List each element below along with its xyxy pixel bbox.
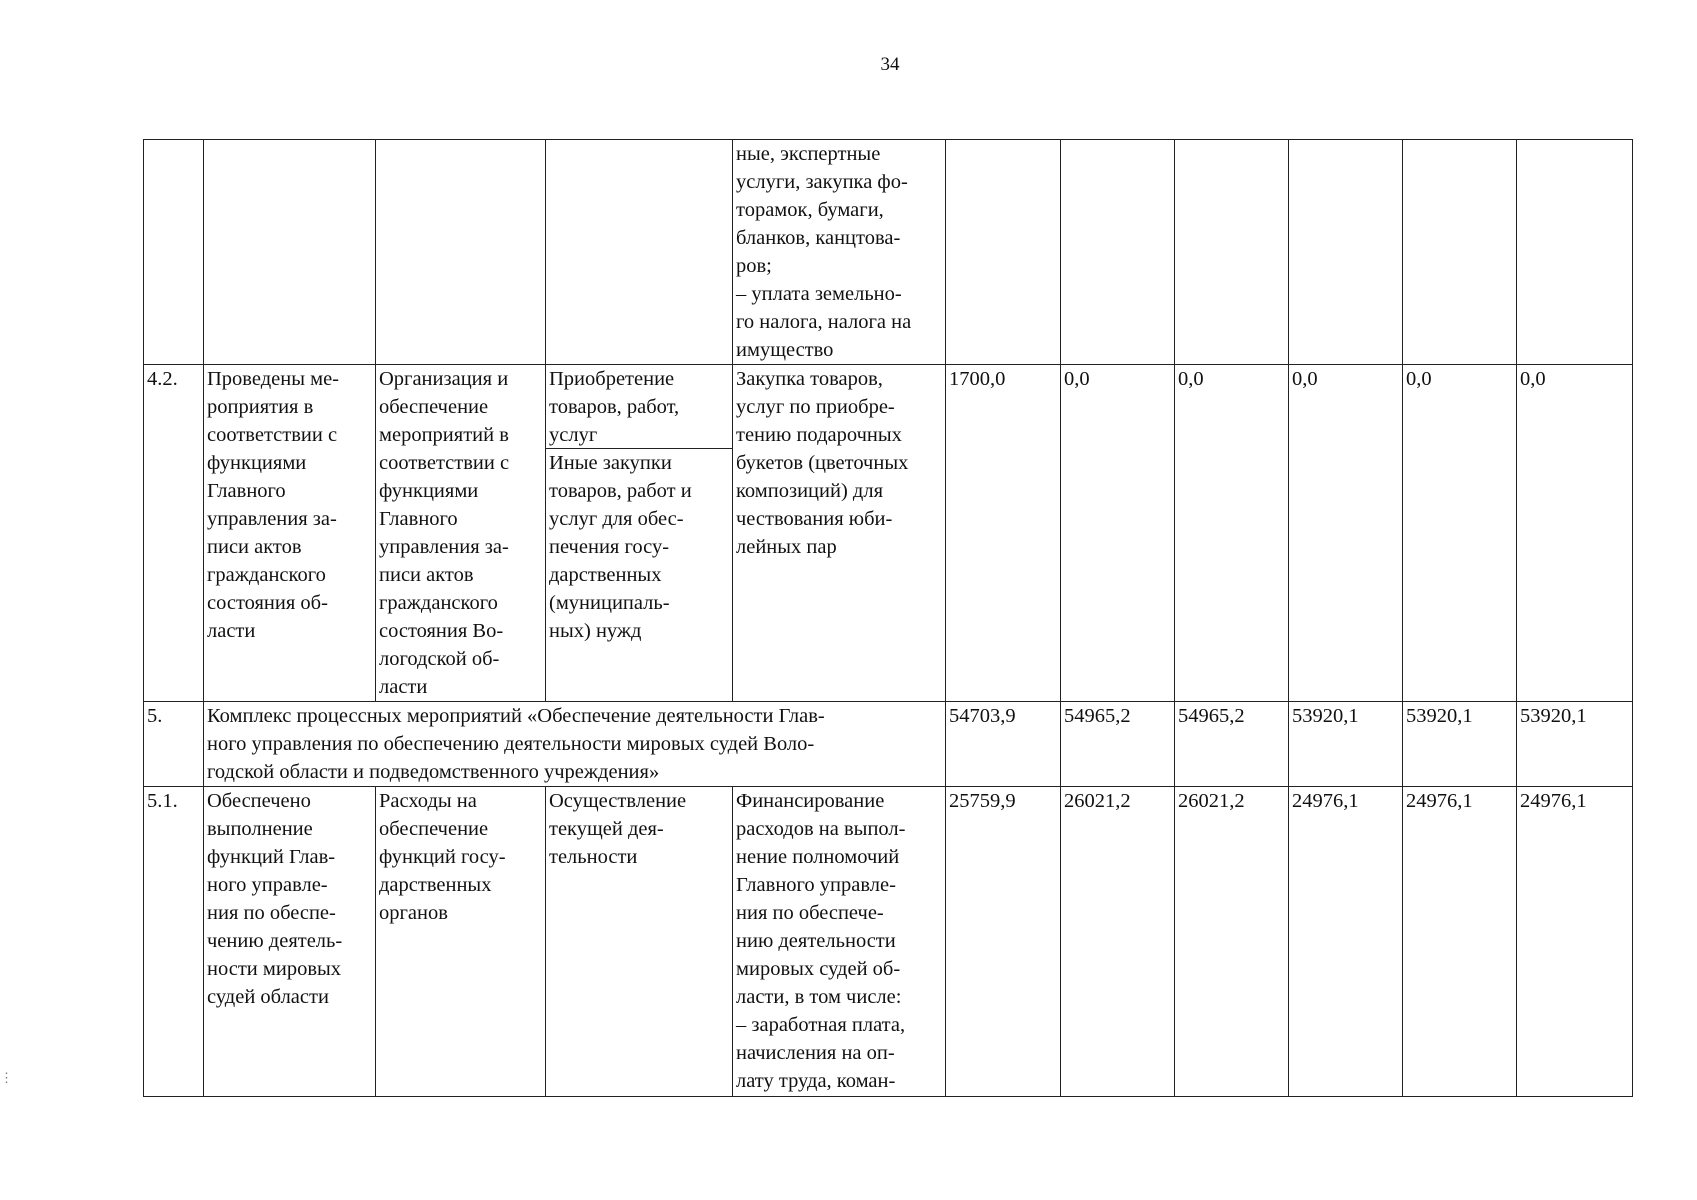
cell-direction xyxy=(376,140,546,365)
cell-expense-type xyxy=(546,140,733,365)
text-line: ного управле- xyxy=(207,874,328,896)
text-line: Закупка товаров, xyxy=(736,368,883,390)
text-line: состояния об- xyxy=(207,592,328,614)
text-line: ния по обеспече- xyxy=(736,902,884,924)
text-line: функций Глав- xyxy=(207,846,336,868)
text-line: функций госу- xyxy=(379,846,506,868)
page-number: 34 xyxy=(880,54,900,75)
text-line: тельности xyxy=(549,846,638,868)
text-line: Главного xyxy=(379,508,458,530)
cell-value: 25759,9 xyxy=(946,787,1061,1097)
cell-direction xyxy=(376,365,546,702)
cell-value: 24976,1 xyxy=(1289,787,1403,1097)
text-line: мировых судей об- xyxy=(736,958,901,980)
table-row-4-2 xyxy=(144,365,1633,702)
text-line: бланков, канцтова- xyxy=(736,227,901,249)
budget-table xyxy=(143,139,1633,1097)
text-line: управления за- xyxy=(207,508,337,530)
cell-expense-type xyxy=(546,787,733,1097)
text-line: состояния Во- xyxy=(379,620,504,642)
text-line: ласти xyxy=(379,676,428,698)
text-line: услуг по приобре- xyxy=(736,396,895,418)
cell-section-title xyxy=(204,702,946,787)
cell-value: 0,0 xyxy=(1289,365,1403,702)
text-line: товаров, работ, xyxy=(549,396,680,418)
text-line: дарственных xyxy=(379,874,492,896)
text-line: годской области и подведомственного учреждения» xyxy=(207,761,660,783)
text-line: Проведены ме- xyxy=(207,368,339,390)
cell-value: 53920,1 xyxy=(1289,702,1403,787)
cell-value xyxy=(1061,140,1175,365)
text-line: торамок, бумаги, xyxy=(736,199,884,221)
margin-mark: ⋮ xyxy=(0,1070,13,1085)
text-line: ности мировых xyxy=(207,958,342,980)
cell-result xyxy=(204,365,376,702)
cell-value: 0,0 xyxy=(1175,365,1289,702)
text-line: органов xyxy=(379,902,448,924)
cell-num: 5. xyxy=(144,702,204,787)
cell-result xyxy=(204,140,376,365)
text-line: го налога, налога на xyxy=(736,311,912,333)
cell-num xyxy=(144,140,204,365)
cell-value: 54965,2 xyxy=(1061,702,1175,787)
text-line: чествования юби- xyxy=(736,508,893,530)
cell-value: 26021,2 xyxy=(1175,787,1289,1097)
text-line: функциями xyxy=(379,480,479,502)
cell-value: 54703,9 xyxy=(946,702,1061,787)
text-line: – заработная плата, xyxy=(736,1014,906,1036)
text-line: писи актов xyxy=(379,564,474,586)
text-line: лейных пар xyxy=(736,536,837,558)
cell-value xyxy=(1289,140,1403,365)
text-line: обеспечение xyxy=(379,818,489,840)
cell-value: 0,0 xyxy=(1517,365,1633,702)
expense-type-top xyxy=(546,365,732,449)
cell-num: 5.1. xyxy=(144,787,204,1097)
text-line: соответствии с xyxy=(207,424,338,446)
text-line: ного управления по обеспечению деятельности мировых судей Воло- xyxy=(207,733,815,755)
cell-value: 26021,2 xyxy=(1061,787,1175,1097)
cell-value: 0,0 xyxy=(1061,365,1175,702)
cell-value xyxy=(1175,140,1289,365)
cell-description xyxy=(733,140,946,365)
text-line: нию деятельности xyxy=(736,930,896,952)
text-line: логодской об- xyxy=(379,648,500,670)
text-line: чению деятель- xyxy=(207,930,343,952)
text-line: судей области xyxy=(207,986,329,1008)
text-line: услуг для обес- xyxy=(549,508,684,530)
text-line: выполнение xyxy=(207,818,313,840)
text-line: лату труда, коман- xyxy=(736,1070,896,1092)
text-line: текущей дея- xyxy=(549,818,664,840)
text-line: обеспечение xyxy=(379,396,489,418)
cell-description xyxy=(733,787,946,1097)
text-line: печения госу- xyxy=(549,536,670,558)
cell-num: 4.2. xyxy=(144,365,204,702)
text-line: Обеспечено xyxy=(207,790,311,812)
text-line: управления за- xyxy=(379,536,509,558)
text-line: имущество xyxy=(736,339,834,361)
text-line: – уплата земельно- xyxy=(736,283,902,305)
cell-value: 53920,1 xyxy=(1403,702,1517,787)
text-line: Осуществление xyxy=(549,790,687,812)
text-line: (муниципаль- xyxy=(549,592,670,614)
cell-value: 53920,1 xyxy=(1517,702,1633,787)
text-line: дарственных xyxy=(549,564,662,586)
table-row-5-1 xyxy=(144,787,1633,1097)
cell-value: 1700,0 xyxy=(946,365,1061,702)
expense-type-bottom xyxy=(546,449,732,645)
text-line: Иные закупки xyxy=(549,452,672,474)
cell-value: 0,0 xyxy=(1403,365,1517,702)
text-line: ласти, в том числе: xyxy=(736,986,902,1008)
text-line: Приобретение xyxy=(549,368,675,390)
text-line: соответствии с xyxy=(379,452,510,474)
text-line: композиций) для xyxy=(736,480,883,502)
text-line: ласти xyxy=(207,620,256,642)
text-line: тению подарочных xyxy=(736,424,902,446)
text-line: мероприятий в xyxy=(379,424,509,446)
table-row-5 xyxy=(144,702,1633,787)
text-line: Главного xyxy=(207,480,286,502)
text-line: Комплекс процессных мероприятий «Обеспечение деятельности Глав- xyxy=(207,705,825,727)
cell-value xyxy=(1403,140,1517,365)
text-line: Организация и xyxy=(379,368,509,390)
text-line: Финансирование xyxy=(736,790,885,812)
cell-value: 24976,1 xyxy=(1403,787,1517,1097)
cell-expense-type xyxy=(546,365,733,702)
text-line: букетов (цветочных xyxy=(736,452,909,474)
text-line: роприятия в xyxy=(207,396,314,418)
cell-result xyxy=(204,787,376,1097)
text-line: ров; xyxy=(736,255,772,277)
text-line: товаров, работ и xyxy=(549,480,692,502)
text-line: расходов на выпол- xyxy=(736,818,906,840)
text-line: нение полномочий xyxy=(736,846,900,868)
cell-value: 24976,1 xyxy=(1517,787,1633,1097)
text-line: гражданского xyxy=(207,564,326,586)
text-line: гражданского xyxy=(379,592,498,614)
text-line: ных) нужд xyxy=(549,620,642,642)
text-line: ния по обеспе- xyxy=(207,902,336,924)
text-line: функциями xyxy=(207,452,307,474)
text-line: услуги, закупка фо- xyxy=(736,171,908,193)
text-line: писи актов xyxy=(207,536,302,558)
text-line: Главного управле- xyxy=(736,874,896,896)
table-row-continuation xyxy=(144,140,1633,365)
cell-value: 54965,2 xyxy=(1175,702,1289,787)
cell-description xyxy=(733,365,946,702)
text-line: начисления на оп- xyxy=(736,1042,895,1064)
text-line: услуг xyxy=(549,424,598,446)
cell-direction xyxy=(376,787,546,1097)
text-line: ные, экспертные xyxy=(736,143,881,165)
cell-value xyxy=(1517,140,1633,365)
cell-value xyxy=(946,140,1061,365)
text-line: Расходы на xyxy=(379,790,477,812)
